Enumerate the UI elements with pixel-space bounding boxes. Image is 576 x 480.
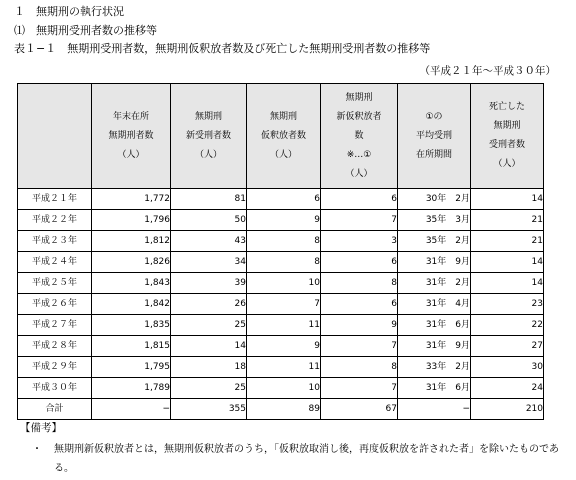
new-parole-cell: 7	[321, 336, 398, 357]
header-line: ※…①	[346, 149, 372, 160]
header-cell	[247, 84, 321, 189]
avg-period-cell: 30年 2月	[398, 189, 471, 210]
new-parole-cell: 7	[321, 210, 398, 231]
table-row	[18, 273, 544, 294]
header-line: （人）	[194, 149, 222, 160]
avg-period-cell: 33年 2月	[398, 357, 471, 378]
table-row	[18, 315, 544, 336]
subsection-heading: ⑴ 無期刑受刑者数の推移等	[14, 24, 157, 37]
new-parole-cell: 9	[321, 315, 398, 336]
new-parole-cell: 6	[321, 252, 398, 273]
header-line: 在所期間	[415, 149, 452, 160]
year-cell: 平成２４年	[18, 252, 92, 273]
new-inmates-cell: 18	[171, 357, 247, 378]
inmates-cell: 1,772	[92, 189, 171, 210]
notes-title: 【備考】	[20, 422, 62, 434]
header-line: （人）	[345, 168, 373, 179]
new-inmates-cell: 43	[171, 231, 247, 252]
inmates-cell: 1,796	[92, 210, 171, 231]
parole-cell: 6	[247, 189, 321, 210]
new-inmates-cell: 34	[171, 252, 247, 273]
parole-cell: 11	[247, 315, 321, 336]
parole-cell: 11	[247, 357, 321, 378]
header-cell	[321, 84, 398, 189]
parole-cell: 8	[247, 252, 321, 273]
deaths-cell: 30	[471, 357, 544, 378]
header-line: 無期刑	[345, 92, 373, 103]
table-row	[18, 378, 544, 399]
new-parole-cell: 6	[321, 189, 398, 210]
inmates-cell: 1,826	[92, 252, 171, 273]
inmates-cell: 1,789	[92, 378, 171, 399]
parole-cell: 7	[247, 294, 321, 315]
table-title: 表１−１ 無期刑受刑者数，無期刑仮釈放者数及び死亡した無期刑受刑者数の推移等	[14, 42, 431, 55]
avg-period-cell: 31年 2月	[398, 273, 471, 294]
header-cell	[471, 84, 544, 189]
header-line: 新受刑者数	[185, 130, 231, 141]
header-cell	[171, 84, 247, 189]
avg-period-cell: 31年 9月	[398, 252, 471, 273]
avg-period-cell: 35年 2月	[398, 231, 471, 252]
header-line: 仮釈放者数	[260, 130, 306, 141]
inmates-cell: 1,843	[92, 273, 171, 294]
new-inmates-cell: 50	[171, 210, 247, 231]
section-heading: １ 無期刑の執行状況	[14, 5, 124, 18]
header-line: （人）	[117, 149, 145, 160]
table-row	[18, 294, 544, 315]
avg-period-cell: 35年 3月	[398, 210, 471, 231]
deaths-cell: 14	[471, 252, 544, 273]
year-cell: 平成２７年	[18, 315, 92, 336]
deaths-cell: 22	[471, 315, 544, 336]
inmates-cell: 1,842	[92, 294, 171, 315]
new-inmates-cell: 25	[171, 378, 247, 399]
deaths-cell: 21	[471, 231, 544, 252]
header-cell	[398, 84, 471, 189]
inmates-cell: 1,795	[92, 357, 171, 378]
deaths-cell: 27	[471, 336, 544, 357]
year-cell: 平成２３年	[18, 231, 92, 252]
deaths-cell: 14	[471, 189, 544, 210]
deaths-cell: 14	[471, 273, 544, 294]
header-line: 受刑者数	[488, 140, 525, 150]
new-inmates-cell: 39	[171, 273, 247, 294]
header-row	[18, 84, 544, 189]
total-new-inmates-cell: 355	[171, 399, 247, 420]
parole-cell: 9	[247, 336, 321, 357]
parole-cell: 8	[247, 231, 321, 252]
header-cell	[92, 84, 171, 189]
total-parole-cell: 89	[247, 399, 321, 420]
new-parole-cell: 3	[321, 231, 398, 252]
statistics-table	[17, 83, 544, 420]
inmates-cell: 1,835	[92, 315, 171, 336]
header-line: 無期刑者数	[108, 130, 154, 141]
bullet-icon: ・	[32, 444, 42, 455]
note-text: 無期刑新仮釈放者とは，無期刑仮釈放者のうち，「仮釈放取消し後，再度仮釈放を許された者」を除いたものである。	[54, 444, 559, 474]
total-row	[18, 399, 544, 420]
header-line: （人）	[493, 159, 521, 169]
header-line: （人）	[269, 149, 297, 160]
table-row	[18, 189, 544, 210]
parole-cell: 10	[247, 273, 321, 294]
header-line: 死亡した	[488, 102, 525, 112]
year-cell: 平成２２年	[18, 210, 92, 231]
avg-period-cell: 31年 4月	[398, 294, 471, 315]
year-cell: 平成２１年	[18, 189, 92, 210]
new-parole-cell: 7	[321, 378, 398, 399]
header-corner	[18, 84, 92, 189]
new-parole-cell: 8	[321, 273, 398, 294]
period-range: （平成２１年～平成３０年）	[419, 65, 556, 77]
year-cell: 平成２６年	[18, 294, 92, 315]
year-cell: 平成３０年	[18, 378, 92, 399]
table-row	[18, 210, 544, 231]
header-line: ①の	[425, 111, 443, 122]
header-line: 無期刑	[269, 111, 297, 122]
new-inmates-cell: 14	[171, 336, 247, 357]
header-line: 無期刑	[493, 121, 521, 131]
header-line: 数	[354, 130, 364, 141]
parole-cell: 10	[247, 378, 321, 399]
table-row	[18, 357, 544, 378]
total-label-cell: 合計	[18, 399, 92, 420]
new-inmates-cell: 26	[171, 294, 247, 315]
year-cell: 平成２９年	[18, 357, 92, 378]
year-cell: 平成２８年	[18, 336, 92, 357]
new-inmates-cell: 25	[171, 315, 247, 336]
deaths-cell: 21	[471, 210, 544, 231]
table-row	[18, 336, 544, 357]
header-line: 無期刑	[194, 111, 222, 122]
new-parole-cell: 6	[321, 294, 398, 315]
header-line: 平均受刑	[415, 130, 452, 141]
avg-period-cell: 31年 9月	[398, 336, 471, 357]
avg-period-cell: 31年 6月	[398, 315, 471, 336]
deaths-cell: 24	[471, 378, 544, 399]
total-inmates-cell: −	[92, 399, 171, 420]
total-new-parole-cell: 67	[321, 399, 398, 420]
table-row	[18, 231, 544, 252]
avg-period-cell: 31年 6月	[398, 378, 471, 399]
inmates-cell: 1,815	[92, 336, 171, 357]
inmates-cell: 1,812	[92, 231, 171, 252]
deaths-cell: 23	[471, 294, 544, 315]
total-deaths-cell: 210	[471, 399, 544, 420]
note-item	[32, 440, 574, 478]
header-line: 新仮釈放者	[336, 111, 382, 122]
parole-cell: 9	[247, 210, 321, 231]
new-inmates-cell: 81	[171, 189, 247, 210]
header-line: 年末在所	[112, 111, 149, 122]
table-row	[18, 252, 544, 273]
total-period-cell: −	[398, 399, 471, 420]
year-cell: 平成２５年	[18, 273, 92, 294]
new-parole-cell: 8	[321, 357, 398, 378]
